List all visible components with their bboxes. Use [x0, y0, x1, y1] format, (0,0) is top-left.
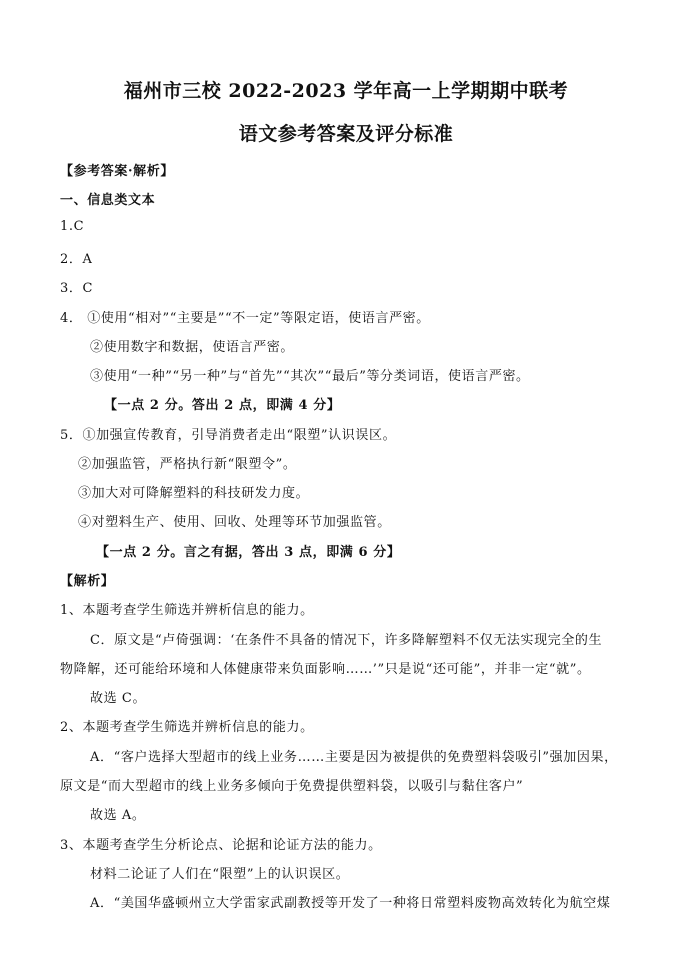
- part-title: 一、信息类文本: [60, 193, 156, 208]
- answer-4-line-2: ②使用数字和数据，使语言严密。: [90, 340, 295, 355]
- answer-5-line-3: ③加大对可降解塑料的科技研发力度。: [78, 486, 310, 501]
- analysis-1-title: 1、本题考查学生筛选并辨析信息的能力。: [60, 603, 314, 618]
- analysis-3-text-1: 材料二论证了人们在“限塑”上的认识误区。: [90, 867, 350, 882]
- document-title: 福州市三校 2022-2023 学年高一上学期期中联考: [123, 80, 569, 102]
- analysis-2-text-1: A．“客户选择大型超市的线上业务……主要是因为被提供的免费塑料袋吸引”强加因果，: [90, 750, 618, 765]
- analysis-3-title: 3、本题考查学生分析论点、论据和论证方法的能力。: [60, 838, 382, 853]
- answer-4-score: 【一点 2 分。答出 2 点，即满 4 分】: [104, 398, 341, 413]
- answer-5-line-4: ④对塑料生产、使用、回收、处理等环节加强监管。: [78, 515, 391, 530]
- analysis-3-text-2: A．“美国华盛顿州立大学雷家武副教授等开发了一种将日常塑料废物高效转化为航空煤: [90, 896, 611, 911]
- analysis-1-conclusion: 故选 C。: [90, 691, 147, 706]
- answer-5-line-1: 5．①加强宣传教育，引导消费者走出“限塑”认识误区。: [60, 428, 397, 443]
- answer-2: 2．A: [60, 252, 93, 267]
- answer-5-score: 【一点 2 分。言之有据，答出 3 点，即满 6 分】: [96, 545, 401, 560]
- analysis-header: 【解析】: [60, 574, 115, 589]
- answer-1: 1.C: [60, 219, 85, 234]
- analysis-2-conclusion: 故选 A。: [90, 808, 146, 823]
- analysis-1-text-2: 物降解，还可能给环境和人体健康带来负面影响……’”只是说“还可能”，并非一定“就”。: [60, 662, 591, 677]
- answer-5-line-2: ②加强监管，严格执行新“限塑令”。: [78, 457, 297, 472]
- analysis-2-title: 2、本题考查学生筛选并辨析信息的能力。: [60, 720, 314, 735]
- answer-3: 3．C: [60, 281, 94, 296]
- analysis-2-text-2: 原文是“而大型超市的线上业务多倾向于免费提供塑料袋，以吸引与黏住客户”: [60, 779, 524, 794]
- section-header: 【参考答案·解析】: [60, 164, 174, 179]
- answer-4-line-1: 4． ①使用“相对”“主要是”“不一定”等限定语，使语言严密。: [60, 311, 430, 326]
- answer-4-line-3: ③使用“一种”“另一种”与“首先”“其次”“最后”等分类词语，使语言严密。: [90, 369, 530, 384]
- document-subtitle: 语文参考答案及评分标准: [238, 123, 454, 145]
- analysis-1-text-1: C．原文是“卢倚强调：‘在条件不具备的情况下，许多降解塑料不仅无法实现完全的生: [90, 633, 603, 648]
